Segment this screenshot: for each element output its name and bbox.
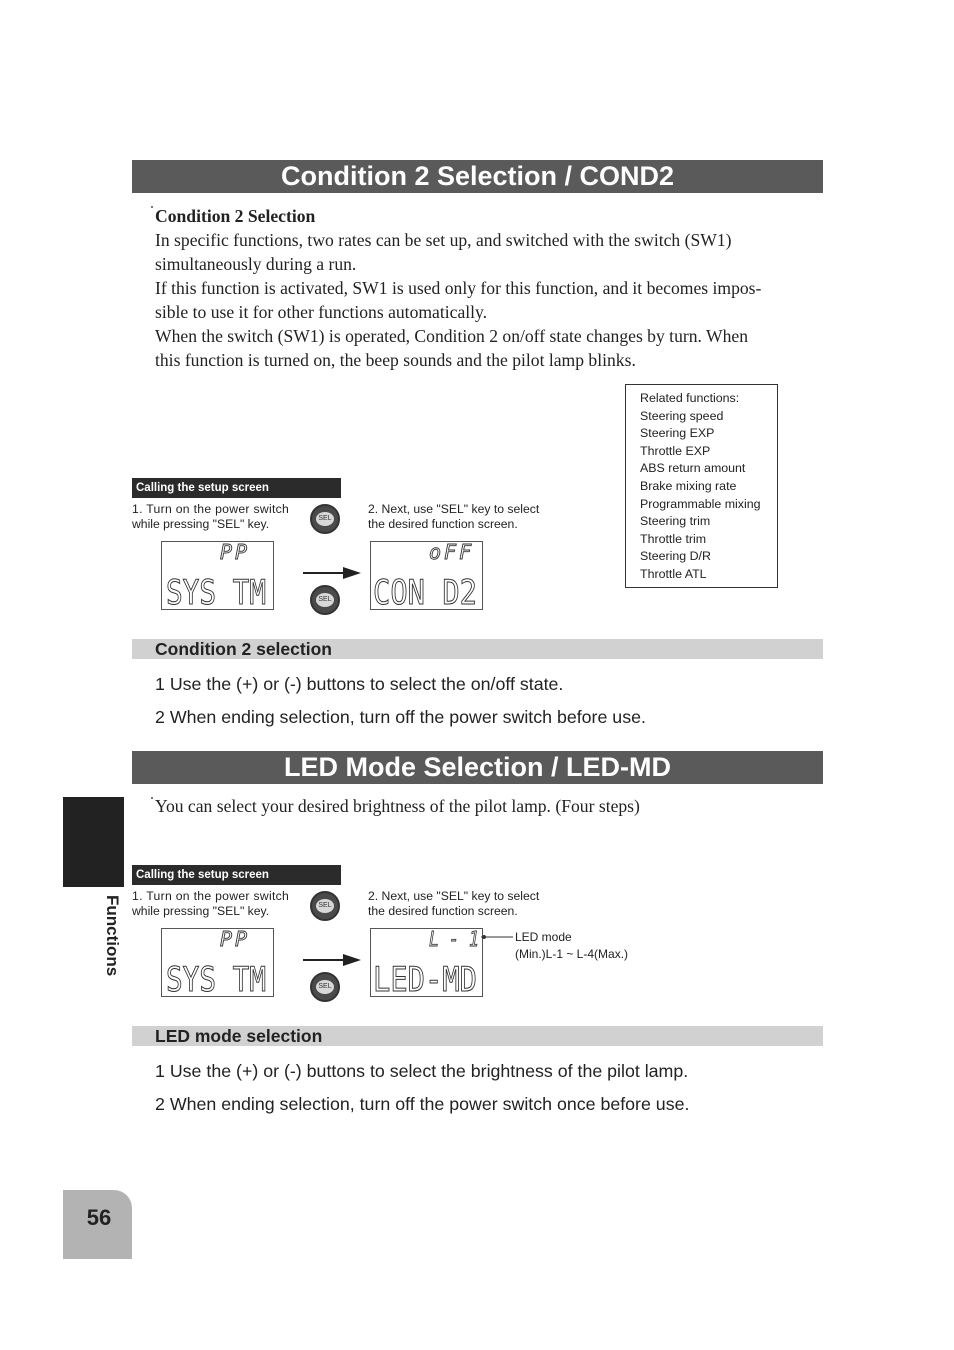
callout-leader-line (481, 930, 513, 944)
lcd-screen-systm (161, 927, 274, 1000)
led-subheading: LED mode selection (132, 1026, 823, 1046)
lcd-bottom-text: SYS TM (166, 960, 266, 1000)
callout-line: LED mode (515, 930, 572, 944)
step2-line: 2. Next, use "SEL" key to select (368, 502, 540, 516)
step2-instruction (368, 889, 539, 919)
cond2-step: 1 Use the (+) or (-) buttons to select the on/off state. (155, 674, 564, 694)
lcd-bottom-text: CON D2 (373, 573, 477, 613)
cond2-intro-line: this function is turned on, the beep sounds and the pilot lamp blinks. (155, 350, 636, 370)
sel-key-icon (310, 891, 340, 921)
led-step: 2 When ending selection, turn off the power switch once before use. (155, 1094, 690, 1114)
sel-key-label: SEL (316, 512, 334, 526)
step2-line: the desired function screen. (368, 517, 518, 531)
related-function-item: Steering speed (640, 408, 724, 423)
cond2-intro-line: In specific functions, two rates can be set up, and switched with the switch (SW1) (155, 230, 732, 250)
led-mode-callout (515, 929, 628, 963)
related-function-item: ABS return amount (640, 461, 746, 476)
lcd-screen-led-md (370, 927, 483, 1000)
related-function-item: Steering trim (640, 514, 711, 529)
callout-line: (Min.)L-1 ~ L-4(Max.) (515, 947, 629, 961)
step2-instruction (368, 502, 539, 532)
lcd-bottom-text: SYS TM (166, 573, 266, 613)
chapter-label (96, 895, 126, 987)
sel-key-icon (310, 972, 340, 1002)
sel-key-label: SEL (316, 980, 334, 994)
chapter-tab (63, 797, 124, 887)
lcd-top-text: PP (220, 540, 251, 564)
cond2-intro-heading: Condition 2 Selection (155, 206, 316, 226)
cond2-subheading: Condition 2 selection (132, 639, 823, 659)
cond2-step: 2 When ending selection, turn off the power switch before use. (155, 707, 646, 727)
lcd-display (371, 540, 485, 613)
arrow-right-icon (303, 566, 361, 580)
sel-key-label: SEL (316, 593, 334, 607)
cond2-intro-line: If this function is activated, SW1 is used only for this function, and it becomes impos- (155, 278, 762, 298)
cond2-intro-line: simultaneously during a run. (155, 254, 357, 274)
related-functions-box (625, 384, 778, 588)
calling-setup-bar: Calling the setup screen (132, 865, 341, 885)
lcd-bottom-text: LED-MD (373, 960, 477, 1000)
calling-setup-bar: Calling the setup screen (132, 478, 341, 498)
page-number-tab (63, 1190, 132, 1259)
section-title-cond2: Condition 2 Selection / COND2 (132, 160, 823, 193)
step1-instruction (132, 889, 289, 919)
step1-line: while pressing "SEL" key. (132, 904, 270, 918)
step1-line: while pressing "SEL" key. (132, 517, 270, 531)
step1-line: 1. Turn on the power switch (132, 889, 290, 903)
cond2-intro-line: sible to use it for other functions automatically. (155, 302, 488, 322)
bullet-dot (151, 797, 153, 799)
section-title-led-md: LED Mode Selection / LED-MD (132, 751, 823, 784)
chapter-label-text: Functions (103, 895, 122, 977)
lcd-screen-systm (161, 540, 274, 613)
sel-key-icon (310, 585, 340, 615)
related-functions-heading: Related functions: (640, 391, 740, 405)
cond2-intro-line: When the switch (SW1) is operated, Condition 2 on/off state changes by turn. When (155, 326, 749, 346)
related-function-item: Steering EXP (640, 426, 715, 441)
lcd-display (371, 927, 485, 1000)
lcd-top-text: oFF (429, 540, 475, 564)
cond2-intro (155, 204, 805, 372)
step2-line: the desired function screen. (368, 904, 518, 918)
step1-line: 1. Turn on the power switch (132, 502, 290, 516)
sel-key-label: SEL (316, 899, 334, 913)
related-function-item: Brake mixing rate (640, 478, 737, 493)
page-number: 56 (86, 1205, 112, 1230)
led-step: 1 Use the (+) or (-) buttons to select the brightness of the pilot lamp. (155, 1061, 689, 1081)
related-function-item: Steering D/R (640, 549, 711, 564)
arrow-right-icon (303, 953, 361, 967)
lcd-display (162, 927, 273, 1000)
step1-instruction (132, 502, 289, 532)
bullet-dot (151, 206, 153, 208)
related-function-item: Throttle ATL (640, 566, 707, 581)
lcd-top-text: PP (220, 927, 251, 951)
step2-line: 2. Next, use "SEL" key to select (368, 889, 540, 903)
sel-key-icon (310, 504, 340, 534)
related-function-item: Throttle trim (640, 531, 707, 546)
lcd-top-text: L - 1 (429, 927, 479, 951)
lcd-screen-cond2 (370, 540, 483, 613)
lcd-display (162, 540, 273, 613)
related-function-item: Programmable mixing (640, 496, 761, 511)
related-function-item: Throttle EXP (640, 443, 711, 458)
led-intro: You can select your desired brightness of the pilot lamp. (Four steps) (155, 796, 640, 816)
